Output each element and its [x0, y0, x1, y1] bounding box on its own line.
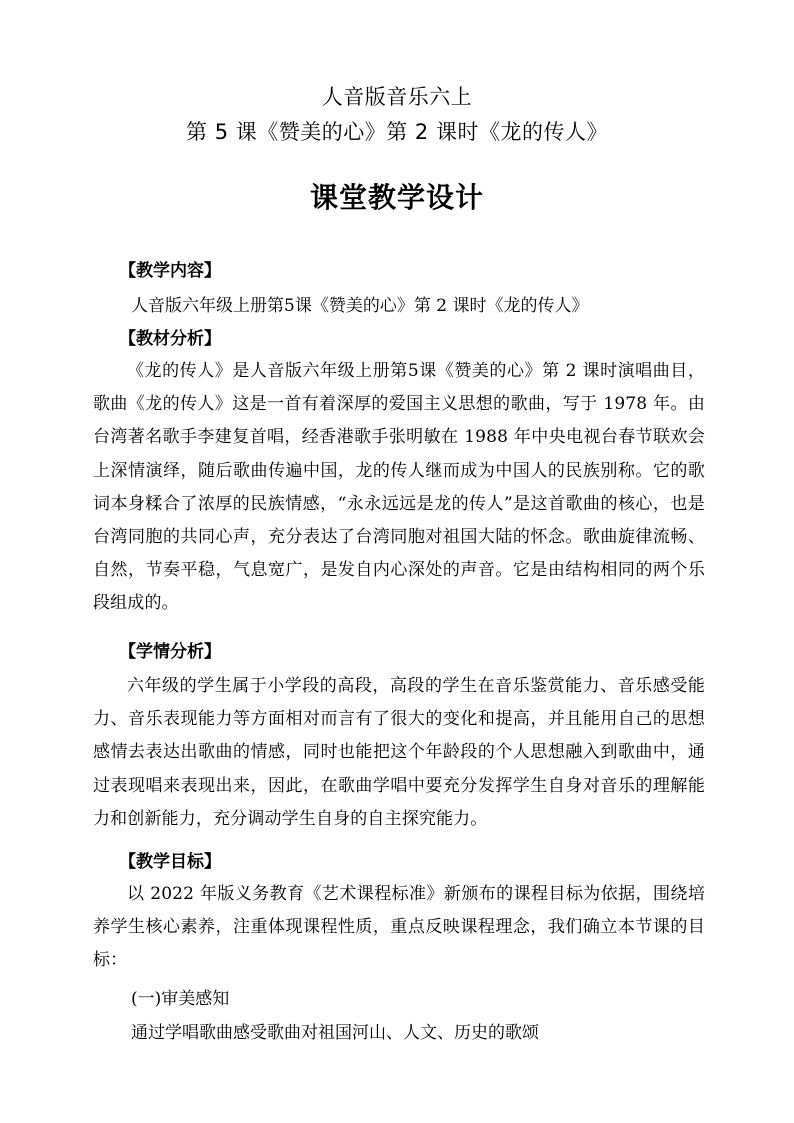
document-title: 课堂教学设计 [309, 181, 484, 214]
goal-text-aesthetic: 通过学唱歌曲感受歌曲对祖国河山、人文、历史的歌颂 [131, 1023, 539, 1043]
section-text-material: 《龙的传人》是人音版六年级上册第5课《赞美的心》第 2 课时演唱曲目，歌曲《龙的传人》这是一首有着深厚的爱国主义思想的歌曲，写于 1978 年。由台湾著名歌手李建复首唱，经香港歌手张明敏在 1988 年中央电视台春节联欢会上深情演绎，随后歌曲传遍中国，龙的传人继而成为中国人的民族别称。它的歌词本身糅合了浓厚的民族情感，“永永远远是龙的传人”是这首歌曲的核心，也是台湾同胞的共同心声，充分表达了台湾同胞对祖国大陆的怀念。歌曲旋律流畅、自然，节奏平稳，气息宽广，是发自内心深处的声音。它是由结构相同的两个乐段组成的。 [93, 361, 705, 614]
header-lesson-title: 第 5 课《赞美的心》第 2 课时《龙的传人》 [186, 120, 608, 144]
header-series-title: 人音版音乐六上 [321, 85, 473, 109]
section-heading-goals: 【教学目标】 [119, 852, 221, 872]
section-text-content: 人音版六年级上册第5课《赞美的心》第 2 课时《龙的传人》 [131, 296, 589, 316]
section-text-students: 六年级的学生属于小学段的高段，高段的学生在音乐鉴赏能力、音乐感受能力、音乐表现能力等方面相对而言有了很大的变化和提高，并且能用自己的思想感情去表达出歌曲的情感，同时也能把这个年龄段的个人思想融入到歌曲中，通过表现唱来表现出来，因此，在歌曲学唱中要充分发挥学生自身对音乐的理解能力和创新能力，充分调动学生自身的自主探究能力。 [93, 676, 705, 829]
section-heading-content: 【教学内容】 [119, 261, 221, 281]
section-heading-students: 【学情分析】 [119, 642, 221, 662]
section-heading-material: 【教材分析】 [119, 329, 221, 349]
section-text-goals: 以 2022 年版义务教育《艺术课程标准》新颁布的课程目标为依据，围绕培养学生核心素养，注重体现课程性质，重点反映课程理念，我们确立本节课的目标： [93, 884, 705, 971]
goal-subheading-aesthetic: (一)审美感知 [131, 989, 230, 1009]
